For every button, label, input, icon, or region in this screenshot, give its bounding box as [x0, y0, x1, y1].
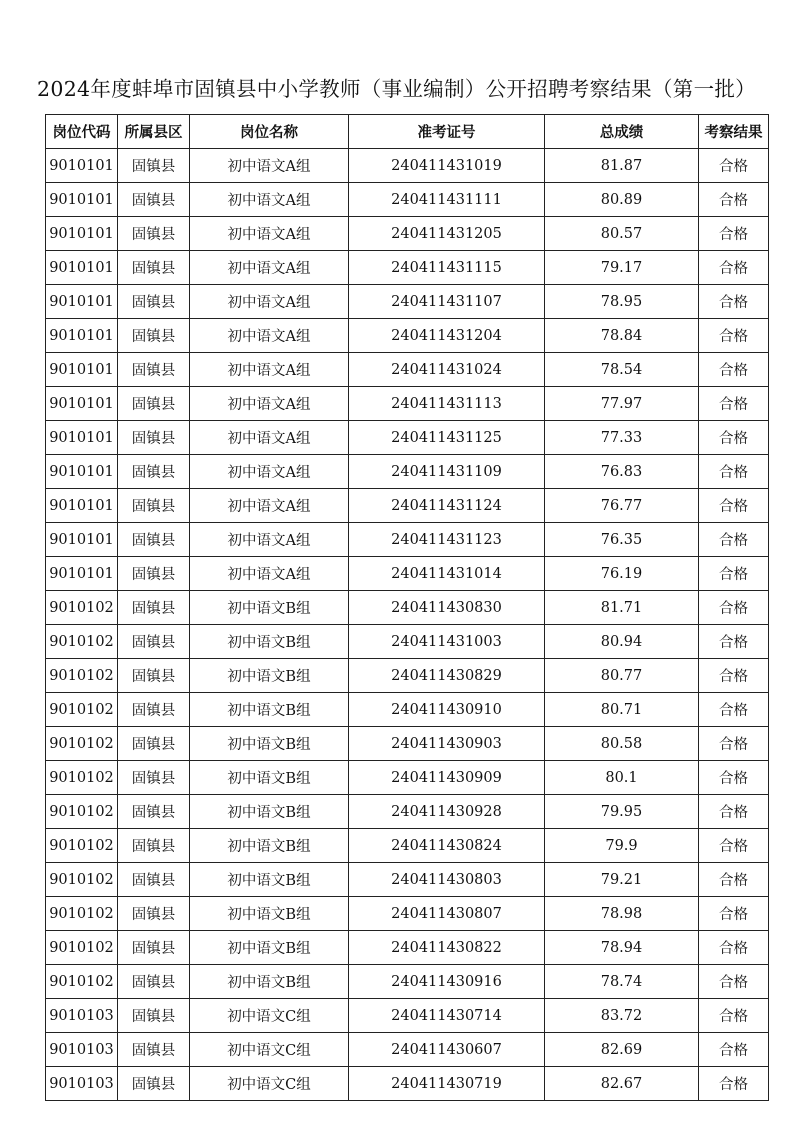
post-name-cell: 初中语文A组 — [190, 183, 349, 217]
post-name-cell: 初中语文B组 — [190, 659, 349, 693]
exam-id-cell: 240411430714 — [349, 999, 545, 1033]
table-row — [46, 353, 769, 387]
exam-id-cell: 240411430916 — [349, 965, 545, 999]
table-row — [46, 1067, 769, 1101]
post-name-cell: 初中语文C组 — [190, 1033, 349, 1067]
county-cell: 固镇县 — [118, 319, 190, 353]
post-name-cell: 初中语文A组 — [190, 489, 349, 523]
post-name-cell: 初中语文B组 — [190, 829, 349, 863]
county-cell: 固镇县 — [118, 965, 190, 999]
post-name-cell: 初中语文A组 — [190, 353, 349, 387]
county-cell: 固镇县 — [118, 1033, 190, 1067]
post-name-cell: 初中语文A组 — [190, 149, 349, 183]
total-score-cell: 79.9 — [545, 829, 699, 863]
post-code-cell: 9010101 — [46, 217, 118, 251]
total-score-cell: 80.1 — [545, 761, 699, 795]
exam-id-cell: 240411430822 — [349, 931, 545, 965]
table-row — [46, 931, 769, 965]
county-cell: 固镇县 — [118, 523, 190, 557]
table-header — [46, 115, 769, 149]
table-row — [46, 897, 769, 931]
county-cell: 固镇县 — [118, 251, 190, 285]
table-row — [46, 625, 769, 659]
header-exam-id: 准考证号 — [349, 115, 545, 149]
exam-id-cell: 240411430607 — [349, 1033, 545, 1067]
table-row — [46, 149, 769, 183]
result-cell: 合格 — [699, 421, 769, 455]
table-row — [46, 489, 769, 523]
result-cell: 合格 — [699, 863, 769, 897]
post-name-cell: 初中语文B组 — [190, 795, 349, 829]
total-score-cell: 78.98 — [545, 897, 699, 931]
post-name-cell: 初中语文C组 — [190, 999, 349, 1033]
total-score-cell: 78.84 — [545, 319, 699, 353]
table-row — [46, 1033, 769, 1067]
exam-id-cell: 240411431125 — [349, 421, 545, 455]
total-score-cell: 78.94 — [545, 931, 699, 965]
table-row — [46, 523, 769, 557]
county-cell: 固镇县 — [118, 217, 190, 251]
result-cell: 合格 — [699, 727, 769, 761]
header-row — [46, 115, 769, 149]
total-score-cell: 78.74 — [545, 965, 699, 999]
result-cell: 合格 — [699, 999, 769, 1033]
total-score-cell: 80.89 — [545, 183, 699, 217]
total-score-cell: 76.77 — [545, 489, 699, 523]
table-row — [46, 829, 769, 863]
post-name-cell: 初中语文A组 — [190, 557, 349, 591]
header-post-code: 岗位代码 — [46, 115, 118, 149]
table-row — [46, 557, 769, 591]
table-row — [46, 965, 769, 999]
post-code-cell: 9010103 — [46, 1067, 118, 1101]
county-cell: 固镇县 — [118, 795, 190, 829]
post-name-cell: 初中语文A组 — [190, 455, 349, 489]
result-cell: 合格 — [699, 761, 769, 795]
post-code-cell: 9010102 — [46, 761, 118, 795]
post-name-cell: 初中语文A组 — [190, 217, 349, 251]
total-score-cell: 79.95 — [545, 795, 699, 829]
table-row — [46, 455, 769, 489]
total-score-cell: 80.77 — [545, 659, 699, 693]
table-row — [46, 999, 769, 1033]
result-cell: 合格 — [699, 931, 769, 965]
header-county: 所属县区 — [118, 115, 190, 149]
table-row — [46, 217, 769, 251]
post-code-cell: 9010101 — [46, 387, 118, 421]
post-name-cell: 初中语文B组 — [190, 897, 349, 931]
post-code-cell: 9010102 — [46, 863, 118, 897]
exam-id-cell: 240411430830 — [349, 591, 545, 625]
county-cell: 固镇县 — [118, 999, 190, 1033]
exam-id-cell: 240411430719 — [349, 1067, 545, 1101]
result-cell: 合格 — [699, 829, 769, 863]
exam-id-cell: 240411430903 — [349, 727, 545, 761]
post-code-cell: 9010103 — [46, 999, 118, 1033]
county-cell: 固镇县 — [118, 693, 190, 727]
page-title: 2024年度蚌埠市固镇县中小学教师（事业编制）公开招聘考察结果（第一批） — [37, 77, 756, 101]
result-cell: 合格 — [699, 1067, 769, 1101]
county-cell: 固镇县 — [118, 455, 190, 489]
table-row — [46, 863, 769, 897]
post-name-cell: 初中语文A组 — [190, 387, 349, 421]
result-cell: 合格 — [699, 387, 769, 421]
result-cell: 合格 — [699, 183, 769, 217]
exam-id-cell: 240411431003 — [349, 625, 545, 659]
result-cell: 合格 — [699, 353, 769, 387]
post-code-cell: 9010102 — [46, 795, 118, 829]
county-cell: 固镇县 — [118, 489, 190, 523]
table-row — [46, 795, 769, 829]
county-cell: 固镇县 — [118, 183, 190, 217]
exam-id-cell: 240411431019 — [349, 149, 545, 183]
result-cell: 合格 — [699, 523, 769, 557]
result-cell: 合格 — [699, 149, 769, 183]
exam-id-cell: 240411431024 — [349, 353, 545, 387]
county-cell: 固镇县 — [118, 931, 190, 965]
total-score-cell: 77.97 — [545, 387, 699, 421]
total-score-cell: 82.67 — [545, 1067, 699, 1101]
header-total-score: 总成绩 — [545, 115, 699, 149]
total-score-cell: 80.57 — [545, 217, 699, 251]
total-score-cell: 82.69 — [545, 1033, 699, 1067]
county-cell: 固镇县 — [118, 149, 190, 183]
total-score-cell: 79.17 — [545, 251, 699, 285]
county-cell: 固镇县 — [118, 591, 190, 625]
post-name-cell: 初中语文B组 — [190, 863, 349, 897]
total-score-cell: 78.95 — [545, 285, 699, 319]
exam-id-cell: 240411430824 — [349, 829, 545, 863]
county-cell: 固镇县 — [118, 863, 190, 897]
post-name-cell: 初中语文B组 — [190, 965, 349, 999]
exam-id-cell: 240411431204 — [349, 319, 545, 353]
result-cell: 合格 — [699, 319, 769, 353]
exam-id-cell: 240411431014 — [349, 557, 545, 591]
table-row — [46, 727, 769, 761]
total-score-cell: 80.94 — [545, 625, 699, 659]
post-code-cell: 9010103 — [46, 1033, 118, 1067]
header-result: 考察结果 — [699, 115, 769, 149]
result-cell: 合格 — [699, 965, 769, 999]
post-code-cell: 9010101 — [46, 489, 118, 523]
county-cell: 固镇县 — [118, 727, 190, 761]
post-code-cell: 9010102 — [46, 931, 118, 965]
post-code-cell: 9010102 — [46, 965, 118, 999]
result-cell: 合格 — [699, 693, 769, 727]
total-score-cell: 80.71 — [545, 693, 699, 727]
exam-id-cell: 240411430909 — [349, 761, 545, 795]
post-name-cell: 初中语文B组 — [190, 693, 349, 727]
county-cell: 固镇县 — [118, 659, 190, 693]
total-score-cell: 83.72 — [545, 999, 699, 1033]
post-name-cell: 初中语文B组 — [190, 625, 349, 659]
exam-id-cell: 240411430829 — [349, 659, 545, 693]
result-cell: 合格 — [699, 659, 769, 693]
total-score-cell: 78.54 — [545, 353, 699, 387]
result-cell: 合格 — [699, 625, 769, 659]
post-code-cell: 9010102 — [46, 591, 118, 625]
result-cell: 合格 — [699, 897, 769, 931]
post-code-cell: 9010102 — [46, 829, 118, 863]
table-row — [46, 761, 769, 795]
exam-id-cell: 240411431113 — [349, 387, 545, 421]
post-code-cell: 9010102 — [46, 625, 118, 659]
post-code-cell: 9010101 — [46, 421, 118, 455]
table-row — [46, 183, 769, 217]
exam-id-cell: 240411430807 — [349, 897, 545, 931]
county-cell: 固镇县 — [118, 761, 190, 795]
post-name-cell: 初中语文A组 — [190, 319, 349, 353]
total-score-cell: 80.58 — [545, 727, 699, 761]
county-cell: 固镇县 — [118, 897, 190, 931]
exam-id-cell: 240411431115 — [349, 251, 545, 285]
post-name-cell: 初中语文A组 — [190, 421, 349, 455]
exam-id-cell: 240411430803 — [349, 863, 545, 897]
table-row — [46, 319, 769, 353]
post-code-cell: 9010101 — [46, 183, 118, 217]
result-cell: 合格 — [699, 795, 769, 829]
post-code-cell: 9010102 — [46, 727, 118, 761]
total-score-cell: 77.33 — [545, 421, 699, 455]
county-cell: 固镇县 — [118, 829, 190, 863]
exam-id-cell: 240411430910 — [349, 693, 545, 727]
post-name-cell: 初中语文B组 — [190, 931, 349, 965]
post-name-cell: 初中语文A组 — [190, 285, 349, 319]
result-cell: 合格 — [699, 251, 769, 285]
results-table — [45, 114, 769, 1101]
post-name-cell: 初中语文C组 — [190, 1067, 349, 1101]
table-row — [46, 285, 769, 319]
result-cell: 合格 — [699, 285, 769, 319]
post-code-cell: 9010101 — [46, 523, 118, 557]
result-cell: 合格 — [699, 455, 769, 489]
result-cell: 合格 — [699, 217, 769, 251]
table-row — [46, 659, 769, 693]
post-code-cell: 9010101 — [46, 455, 118, 489]
table-row — [46, 421, 769, 455]
post-name-cell: 初中语文B组 — [190, 727, 349, 761]
result-cell: 合格 — [699, 489, 769, 523]
county-cell: 固镇县 — [118, 421, 190, 455]
post-code-cell: 9010101 — [46, 319, 118, 353]
table-body — [46, 149, 769, 1101]
exam-id-cell: 240411431109 — [349, 455, 545, 489]
result-cell: 合格 — [699, 591, 769, 625]
post-name-cell: 初中语文A组 — [190, 523, 349, 557]
county-cell: 固镇县 — [118, 1067, 190, 1101]
exam-id-cell: 240411431205 — [349, 217, 545, 251]
post-code-cell: 9010101 — [46, 353, 118, 387]
county-cell: 固镇县 — [118, 285, 190, 319]
exam-id-cell: 240411431123 — [349, 523, 545, 557]
total-score-cell: 76.35 — [545, 523, 699, 557]
total-score-cell: 76.83 — [545, 455, 699, 489]
post-code-cell: 9010101 — [46, 557, 118, 591]
post-code-cell: 9010101 — [46, 149, 118, 183]
county-cell: 固镇县 — [118, 557, 190, 591]
result-cell: 合格 — [699, 1033, 769, 1067]
post-name-cell: 初中语文A组 — [190, 251, 349, 285]
table-row — [46, 387, 769, 421]
exam-id-cell: 240411431124 — [349, 489, 545, 523]
header-post-name: 岗位名称 — [190, 115, 349, 149]
post-code-cell: 9010102 — [46, 897, 118, 931]
total-score-cell: 76.19 — [545, 557, 699, 591]
table-row — [46, 591, 769, 625]
post-code-cell: 9010101 — [46, 285, 118, 319]
post-code-cell: 9010102 — [46, 659, 118, 693]
county-cell: 固镇县 — [118, 625, 190, 659]
table-row — [46, 693, 769, 727]
post-name-cell: 初中语文B组 — [190, 761, 349, 795]
post-code-cell: 9010101 — [46, 251, 118, 285]
post-code-cell: 9010102 — [46, 693, 118, 727]
exam-id-cell: 240411431107 — [349, 285, 545, 319]
total-score-cell: 81.87 — [545, 149, 699, 183]
result-cell: 合格 — [699, 557, 769, 591]
exam-id-cell: 240411431111 — [349, 183, 545, 217]
total-score-cell: 81.71 — [545, 591, 699, 625]
county-cell: 固镇县 — [118, 353, 190, 387]
post-name-cell: 初中语文B组 — [190, 591, 349, 625]
table-row — [46, 251, 769, 285]
total-score-cell: 79.21 — [545, 863, 699, 897]
exam-id-cell: 240411430928 — [349, 795, 545, 829]
county-cell: 固镇县 — [118, 387, 190, 421]
